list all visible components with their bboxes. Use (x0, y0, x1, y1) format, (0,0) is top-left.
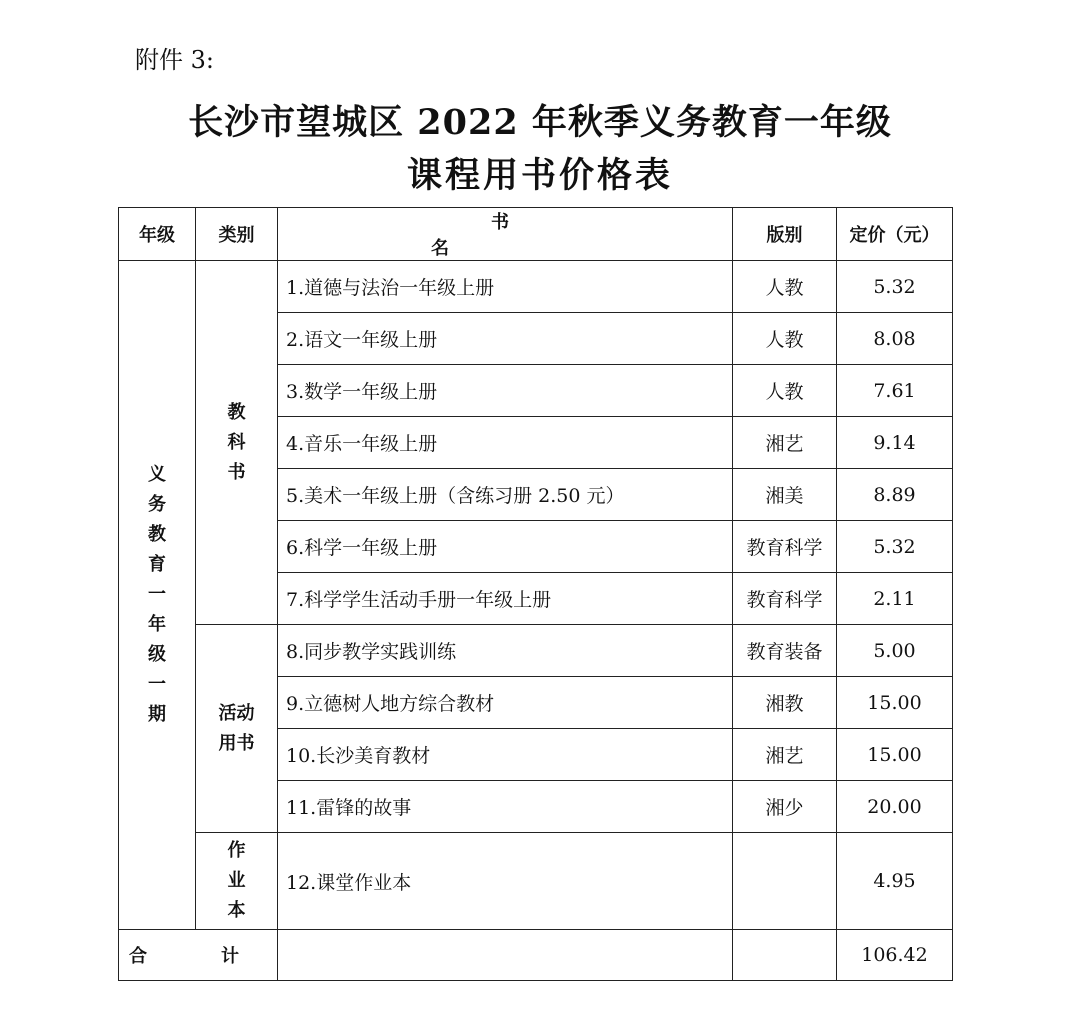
header-edition: 版别 (733, 208, 837, 261)
book-edition: 教育装备 (733, 625, 837, 677)
total-label: 合 计 (119, 930, 278, 981)
book-name: 6.科学一年级上册 (278, 521, 733, 573)
book-edition: 湘美 (733, 469, 837, 521)
category-activity: 活动用书 (196, 625, 278, 833)
header-category: 类别 (196, 208, 278, 261)
book-name: 3.数学一年级上册 (278, 365, 733, 417)
table-header-row (119, 208, 953, 261)
document-subtitle: 课程用书价格表 (406, 155, 673, 196)
book-edition: 湘艺 (733, 417, 837, 469)
header-grade: 年级 (119, 208, 196, 261)
book-name: 5.美术一年级上册（含练习册 2.50 元） (278, 469, 733, 521)
book-name: 12.课堂作业本 (278, 833, 733, 930)
document-title: 长沙市望城区 2022 年秋季义务教育一年级 (188, 102, 892, 143)
book-name: 4.音乐一年级上册 (278, 417, 733, 469)
book-price: 5.00 (837, 625, 953, 677)
book-name: 2.语文一年级上册 (278, 313, 733, 365)
book-price: 7.61 (837, 365, 953, 417)
book-name: 8.同步教学实践训练 (278, 625, 733, 677)
grade-cell: 义务教育一年级一期 (119, 261, 196, 930)
table-row (119, 261, 953, 313)
book-price: 8.89 (837, 469, 953, 521)
book-edition: 人教 (733, 313, 837, 365)
total-row (119, 930, 953, 981)
book-name: 10.长沙美育教材 (278, 729, 733, 781)
attachment-label: 附件 3: (135, 46, 214, 74)
table-row (119, 625, 953, 677)
book-name: 7.科学学生活动手册一年级上册 (278, 573, 733, 625)
book-edition (733, 833, 837, 930)
book-price: 5.32 (837, 261, 953, 313)
book-price: 20.00 (837, 781, 953, 833)
total-empty (278, 930, 733, 981)
book-edition: 湘少 (733, 781, 837, 833)
total-empty-edition (733, 930, 837, 981)
book-price: 4.95 (837, 833, 953, 930)
book-name: 1.道德与法治一年级上册 (278, 261, 733, 313)
category-homework: 作业本 (196, 833, 278, 930)
book-edition: 教育科学 (733, 573, 837, 625)
book-price: 15.00 (837, 729, 953, 781)
category-textbook: 教科书 (196, 261, 278, 625)
book-name: 11.雷锋的故事 (278, 781, 733, 833)
book-price: 2.11 (837, 573, 953, 625)
book-edition: 湘艺 (733, 729, 837, 781)
header-price: 定价（元） (837, 208, 953, 261)
header-book: 书 名 (278, 208, 733, 261)
total-value: 106.42 (837, 930, 953, 981)
book-edition: 人教 (733, 261, 837, 313)
book-price: 9.14 (837, 417, 953, 469)
book-edition: 教育科学 (733, 521, 837, 573)
book-edition: 湘教 (733, 677, 837, 729)
book-price: 15.00 (837, 677, 953, 729)
book-name: 9.立德树人地方综合教材 (278, 677, 733, 729)
table-row (119, 833, 953, 930)
price-table (118, 207, 953, 981)
book-price: 5.32 (837, 521, 953, 573)
book-price: 8.08 (837, 313, 953, 365)
book-edition: 人教 (733, 365, 837, 417)
